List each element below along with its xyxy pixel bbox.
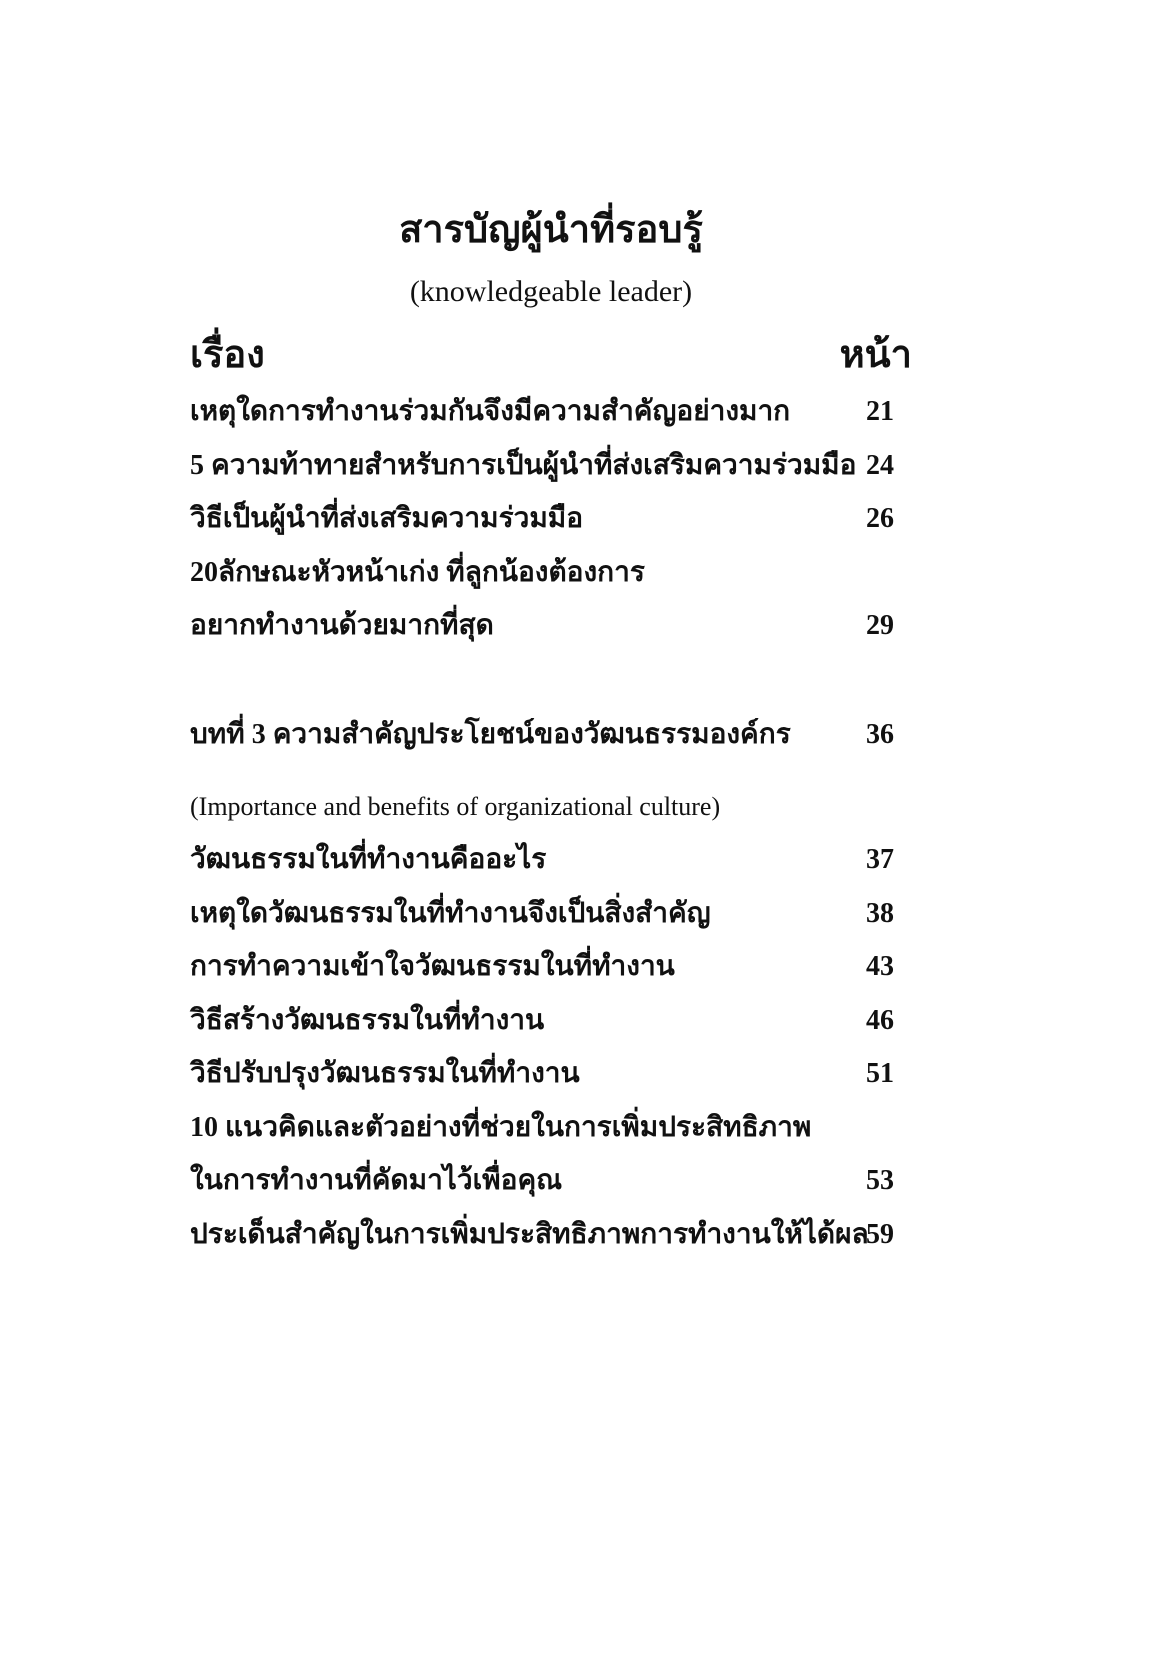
toc-entry-title: วิธีสร้างวัฒนธรรมในที่ทำงาน <box>190 1004 545 1036</box>
page-title: สารบัญผู้นำที่รอบรู้ <box>399 209 703 251</box>
toc-entry-title: ประเด็นสำคัญในการเพิ่มประสิทธิภาพการทำงานให้ได้ผล <box>190 1218 869 1250</box>
toc-chapter-page: 36 <box>866 719 894 750</box>
toc-entry <box>190 994 912 1048</box>
toc-entry-page: 38 <box>866 897 894 929</box>
table-of-contents <box>190 385 912 1261</box>
toc-entry <box>190 1047 912 1101</box>
toc-entry <box>190 492 912 546</box>
toc-entry-title: วัฒนธรรมในที่ทำงานคืออะไร <box>190 844 547 875</box>
toc-entry-title: วิธีเป็นผู้นำที่ส่งเสริมความร่วมมือ <box>190 503 584 534</box>
toc-entry-title: อยากทำงานด้วยมากที่สุด <box>190 610 494 641</box>
toc-entry-page: 37 <box>866 844 894 875</box>
toc-entry-page: 53 <box>866 1165 894 1196</box>
toc-entry <box>190 1208 912 1262</box>
toc-entry-page: 59 <box>866 1218 894 1250</box>
toc-header-topic: เรื่อง <box>190 334 265 376</box>
toc-entry-title: เหตุใดการทำงานร่วมกันจึงมีความสำคัญอย่างมาก <box>190 396 791 427</box>
toc-entry <box>190 1154 912 1208</box>
toc-chapter-title: บทที่ 3 ความสำคัญประโยชน์ของวัฒนธรรมองค์กร <box>190 719 791 750</box>
toc-header <box>190 330 912 380</box>
toc-entry <box>190 887 912 941</box>
toc-entry-page: 26 <box>866 503 894 534</box>
toc-entry <box>190 385 912 439</box>
toc-entry-page: 21 <box>866 396 894 427</box>
toc-entry-title: ในการทำงานที่คัดมาไว้เพื่อคุณ <box>190 1165 563 1196</box>
toc-header-page: หน้า <box>839 334 912 376</box>
toc-entry-page: 24 <box>866 449 894 481</box>
toc-entry-page: 46 <box>866 1004 894 1036</box>
toc-entry-title: เหตุใดวัฒนธรรมในที่ทำงานจึงเป็นสิ่งสำคัญ <box>190 897 711 929</box>
toc-entry <box>190 1101 912 1155</box>
toc-entry <box>190 439 912 493</box>
toc-entry-page: 43 <box>866 951 894 982</box>
toc-chapter-subtitle-text: (Importance and benefits of organizational culture) <box>190 792 721 821</box>
toc-entry-title: การทำความเข้าใจวัฒนธรรมในที่ทำงาน <box>190 951 675 982</box>
page-subtitle: (knowledgeable leader) <box>409 275 693 308</box>
toc-chapter-heading <box>190 708 912 762</box>
toc-entry-page: 29 <box>866 610 894 641</box>
toc-entry-title: 5 ความท้าทายสำหรับการเป็นผู้นำที่ส่งเสริมความร่วมมือ <box>190 449 857 481</box>
toc-entry <box>190 940 912 994</box>
toc-entry <box>190 599 912 653</box>
toc-chapter-subtitle <box>190 781 912 833</box>
toc-entry-title: 10 แนวคิดและตัวอย่างที่ช่วยในการเพิ่มประสิทธิภาพ <box>190 1111 812 1143</box>
toc-entry-page: 51 <box>866 1058 894 1089</box>
toc-entry <box>190 546 912 600</box>
toc-entry <box>190 833 912 887</box>
toc-entry-title: วิธีปรับปรุงวัฒนธรรมในที่ทำงาน <box>190 1058 580 1089</box>
toc-entry-title: 20ลักษณะหัวหน้าเก่ง ที่ลูกน้องต้องการ <box>190 556 645 588</box>
